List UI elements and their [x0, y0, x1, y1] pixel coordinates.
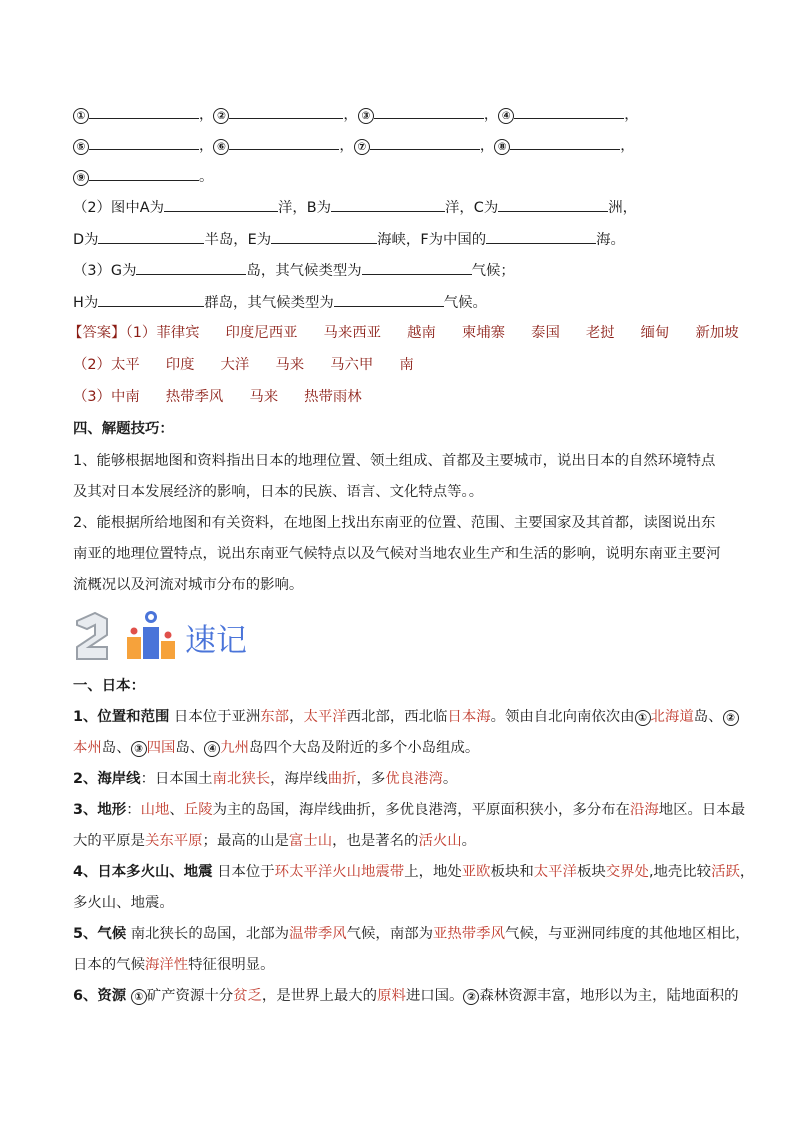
answer-item: 马来	[249, 389, 279, 405]
s6-label: 6、资源	[73, 988, 127, 1004]
keyword: 丘陵	[183, 802, 213, 818]
text: 日本位于亚洲	[169, 709, 261, 725]
marker-4: ④	[498, 108, 514, 124]
text: 上，地处	[404, 864, 462, 880]
sep: 。	[199, 169, 214, 185]
s5-label: 5、气候	[73, 926, 127, 942]
text: 岛、	[101, 740, 131, 756]
keyword: 活火山	[418, 833, 462, 849]
text: 进口国。	[405, 988, 464, 1004]
blank-c[interactable]	[498, 196, 608, 212]
keyword: 优良港湾	[385, 771, 443, 787]
text: 气候，南部为	[346, 926, 433, 942]
text: 矿产资源十分	[146, 988, 234, 1004]
keyword: 四国	[146, 740, 176, 756]
text: 大的平原是	[73, 833, 145, 849]
japan-heading: 一、日本：	[73, 678, 145, 694]
marker-3: ③	[358, 108, 374, 124]
answer-item: 越南	[407, 325, 436, 341]
marker: ②	[723, 710, 739, 726]
text: 日本位于	[212, 864, 275, 880]
sep: ，	[483, 107, 499, 123]
sep: ，	[343, 107, 358, 123]
q2-b: 洋，C为	[445, 200, 499, 216]
answer-item: 大洋	[220, 357, 250, 373]
keyword: 亚欧	[461, 864, 491, 880]
text: 特征很明显。	[188, 957, 275, 973]
q3-h-pre: H为	[73, 295, 99, 311]
answer-item: 南	[399, 357, 414, 373]
answer-item: 老挝	[585, 325, 615, 341]
answer-item: 热带季风	[165, 389, 224, 405]
text: ,地壳比较	[648, 864, 712, 880]
text: 南北狭长的岛国，北部为	[126, 926, 290, 942]
japan-s2	[73, 769, 457, 789]
marker-7: ⑦	[354, 139, 370, 155]
keyword: 日本海	[447, 709, 491, 725]
q2-line-1	[73, 196, 637, 218]
text: 为主的岛国，海岸线曲折，多优良港湾，平原面积狭小，多分布在	[212, 802, 630, 818]
text: 森林资源丰富，地形以为主，陆地面积的	[479, 988, 739, 1004]
keyword: 交界处	[605, 864, 649, 880]
answer-lead: （2）	[73, 357, 111, 373]
keyword: 温带季风	[289, 926, 347, 942]
blank-9[interactable]	[89, 165, 199, 181]
answer-item: 柬埔寨	[461, 325, 506, 341]
q2-e: 海峡，F为中国的	[377, 232, 487, 248]
blank-row-1	[73, 103, 639, 125]
blank-5[interactable]	[89, 134, 199, 150]
logo-graphic	[73, 607, 273, 665]
q2-a: 洋，B为	[277, 200, 332, 216]
text: ：日本国土	[140, 771, 213, 787]
blank-row-3	[73, 165, 213, 187]
blank-f[interactable]	[486, 228, 596, 244]
blank-h-climate[interactable]	[334, 291, 444, 307]
logo-title: 速记	[185, 623, 247, 659]
number-two-icon	[77, 613, 107, 659]
text: 气候，与亚洲同纬度的其他地区相比，	[504, 926, 750, 942]
q3-g-end: 气候；	[471, 263, 515, 279]
blank-h[interactable]	[98, 291, 204, 307]
japan-s1-line1	[73, 707, 739, 727]
blank-g[interactable]	[136, 259, 246, 275]
text: 地区。日本最	[658, 802, 746, 818]
japan-s5-line1	[73, 924, 750, 944]
japan-s3-line1	[73, 800, 745, 820]
marker-8: ⑧	[494, 139, 510, 155]
blank-g-climate[interactable]	[362, 259, 472, 275]
text: ，	[739, 864, 755, 880]
answer-lead: （3）	[73, 389, 111, 405]
marker: ②	[463, 989, 479, 1005]
q2-d-pre: D为	[73, 232, 99, 248]
blank-a[interactable]	[164, 196, 278, 212]
keyword: 原料	[377, 988, 406, 1004]
keyword: 沿海	[629, 802, 659, 818]
answer-item: 菲律宾	[156, 325, 200, 341]
blank-7[interactable]	[370, 134, 480, 150]
text: 岛、	[693, 709, 723, 725]
keyword: 北海道	[650, 709, 694, 725]
japan-s6-line1	[73, 986, 738, 1006]
blank-d[interactable]	[98, 228, 204, 244]
keyword: 南北狭长	[212, 771, 271, 787]
text: 岛、	[175, 740, 205, 756]
skills-paragraph-1: 1、能够根据地图和资料指出日本的地理位置、领土组成、首都及主要城市，说出日本的自然环境特点及其对日本发展经济的影响，日本的民族、语言、文化特点等。。	[73, 453, 716, 500]
answer-item: 缅甸	[640, 325, 670, 341]
japan-s4-line2: 多火山、地震。	[73, 895, 174, 911]
text: 。领由自北向南依次由	[490, 709, 635, 725]
keyword: 九州	[220, 740, 249, 756]
sep: ，	[199, 107, 214, 123]
keyword: 东部	[260, 709, 290, 725]
text: ，海岸线	[270, 771, 328, 787]
keyword: 富士山	[288, 833, 333, 849]
answer-line-2	[73, 355, 414, 375]
answer-item: 印度	[165, 357, 195, 373]
q3-line-1	[73, 259, 515, 281]
sep: ，	[199, 138, 214, 154]
text: 岛四个大岛及附近的多个小岛组成。	[248, 740, 480, 756]
text: 西北部，西北临	[346, 709, 448, 725]
marker: ④	[204, 741, 220, 757]
text: ：	[126, 802, 141, 818]
marker-1: ①	[73, 108, 89, 124]
text: 。	[442, 771, 458, 787]
keyword: 海洋性	[144, 957, 189, 973]
q3-line-2	[73, 291, 487, 313]
q2-line-2	[73, 228, 625, 250]
blank-2[interactable]	[229, 103, 343, 119]
text: ，	[289, 709, 304, 725]
answer-lead: （1）	[125, 325, 157, 341]
blank-b[interactable]	[331, 196, 445, 212]
q3-g: 岛，其气候类型为	[246, 263, 362, 279]
q2-c: 洲，	[608, 200, 638, 216]
q2-lead: （2）图中A为	[73, 200, 164, 216]
blank-row-2	[73, 134, 635, 156]
keyword: 活跃	[711, 864, 740, 880]
answer-item: 新加坡	[695, 325, 739, 341]
keyword: 环太平洋火山地震带	[274, 864, 405, 880]
s3-label: 3、地形	[73, 802, 127, 818]
answer-item: 马来	[275, 357, 305, 373]
marker: ①	[131, 989, 147, 1005]
blank-4[interactable]	[514, 103, 624, 119]
skills-paragraph-2: 2、能根据所给地图和有关资料，在地图上找出东南亚的位置、范围、主要国家及其首都，读图说出东南亚的地理位置特点，说出东南亚气候特点以及气候对当地农业生产和生活的影响，说明东南亚主要河流概况以及河流对城市分布的影响。	[73, 515, 721, 593]
answer-item: 太平	[110, 357, 140, 373]
q3-h-end: 气候。	[443, 295, 487, 311]
keyword: 山地	[140, 802, 170, 818]
marker: ③	[131, 741, 147, 757]
marker-9: ⑨	[73, 170, 89, 186]
s2-label: 2、海岸线	[73, 771, 141, 787]
japan-s1-line2	[73, 738, 479, 758]
text: ，多	[356, 771, 386, 787]
keyword: 亚热带季风	[433, 926, 505, 942]
podium-icon	[127, 611, 175, 659]
text: 。	[461, 833, 477, 849]
marker-6: ⑥	[213, 139, 229, 155]
s1-label: 1、位置和范围	[73, 709, 170, 725]
answer-line-3	[73, 387, 362, 407]
blank-e[interactable]	[271, 228, 377, 244]
answer-line-1	[68, 323, 739, 343]
answer-item: 泰国	[531, 325, 560, 341]
sep: ，	[624, 107, 639, 123]
q3-h: 群岛，其气候类型为	[204, 295, 334, 311]
q2-f: 海。	[596, 232, 625, 248]
keyword: 关东平原	[144, 833, 203, 849]
blank-3[interactable]	[374, 103, 484, 119]
text: 、	[169, 802, 184, 818]
keyword: 本州	[73, 740, 102, 756]
text: ，是世界上最大的	[261, 988, 378, 1004]
q3-lead: （3）G为	[73, 263, 137, 279]
answer-item: 热带雨林	[304, 389, 362, 405]
section-logo	[73, 607, 273, 665]
answer-item: 马来西亚	[323, 325, 382, 341]
answer-item: 印度尼西亚	[225, 325, 298, 341]
japan-s4-line1	[73, 862, 754, 882]
sep: ，	[620, 138, 635, 154]
keyword: 贫乏	[233, 988, 262, 1004]
marker-5: ⑤	[73, 139, 89, 155]
text: 日本的气候	[73, 957, 145, 973]
japan-s3-line2	[73, 831, 476, 851]
marker-2: ②	[213, 108, 229, 124]
q2-d: 半岛，E为	[204, 232, 272, 248]
answer-label: 【答案】	[68, 325, 126, 341]
text: 板块和	[490, 864, 534, 880]
text: ，也是著名的	[332, 833, 419, 849]
text: 板块	[576, 864, 606, 880]
marker: ①	[635, 710, 651, 726]
sep: ，	[479, 138, 495, 154]
keyword: 太平洋	[533, 864, 577, 880]
japan-s5-line2	[73, 955, 275, 975]
sep: ，	[339, 138, 354, 154]
answer-item: 马六甲	[330, 357, 374, 373]
skills-heading: 四、解题技巧：	[73, 421, 174, 437]
keyword: 太平洋	[303, 709, 347, 725]
text: ；最高的山是	[202, 833, 289, 849]
s4-label: 4、日本多火山、地震	[73, 864, 213, 880]
keyword: 曲折	[327, 771, 357, 787]
blank-6[interactable]	[229, 134, 339, 150]
blank-8[interactable]	[510, 134, 620, 150]
blank-1[interactable]	[89, 103, 199, 119]
answer-item: 中南	[110, 389, 140, 405]
